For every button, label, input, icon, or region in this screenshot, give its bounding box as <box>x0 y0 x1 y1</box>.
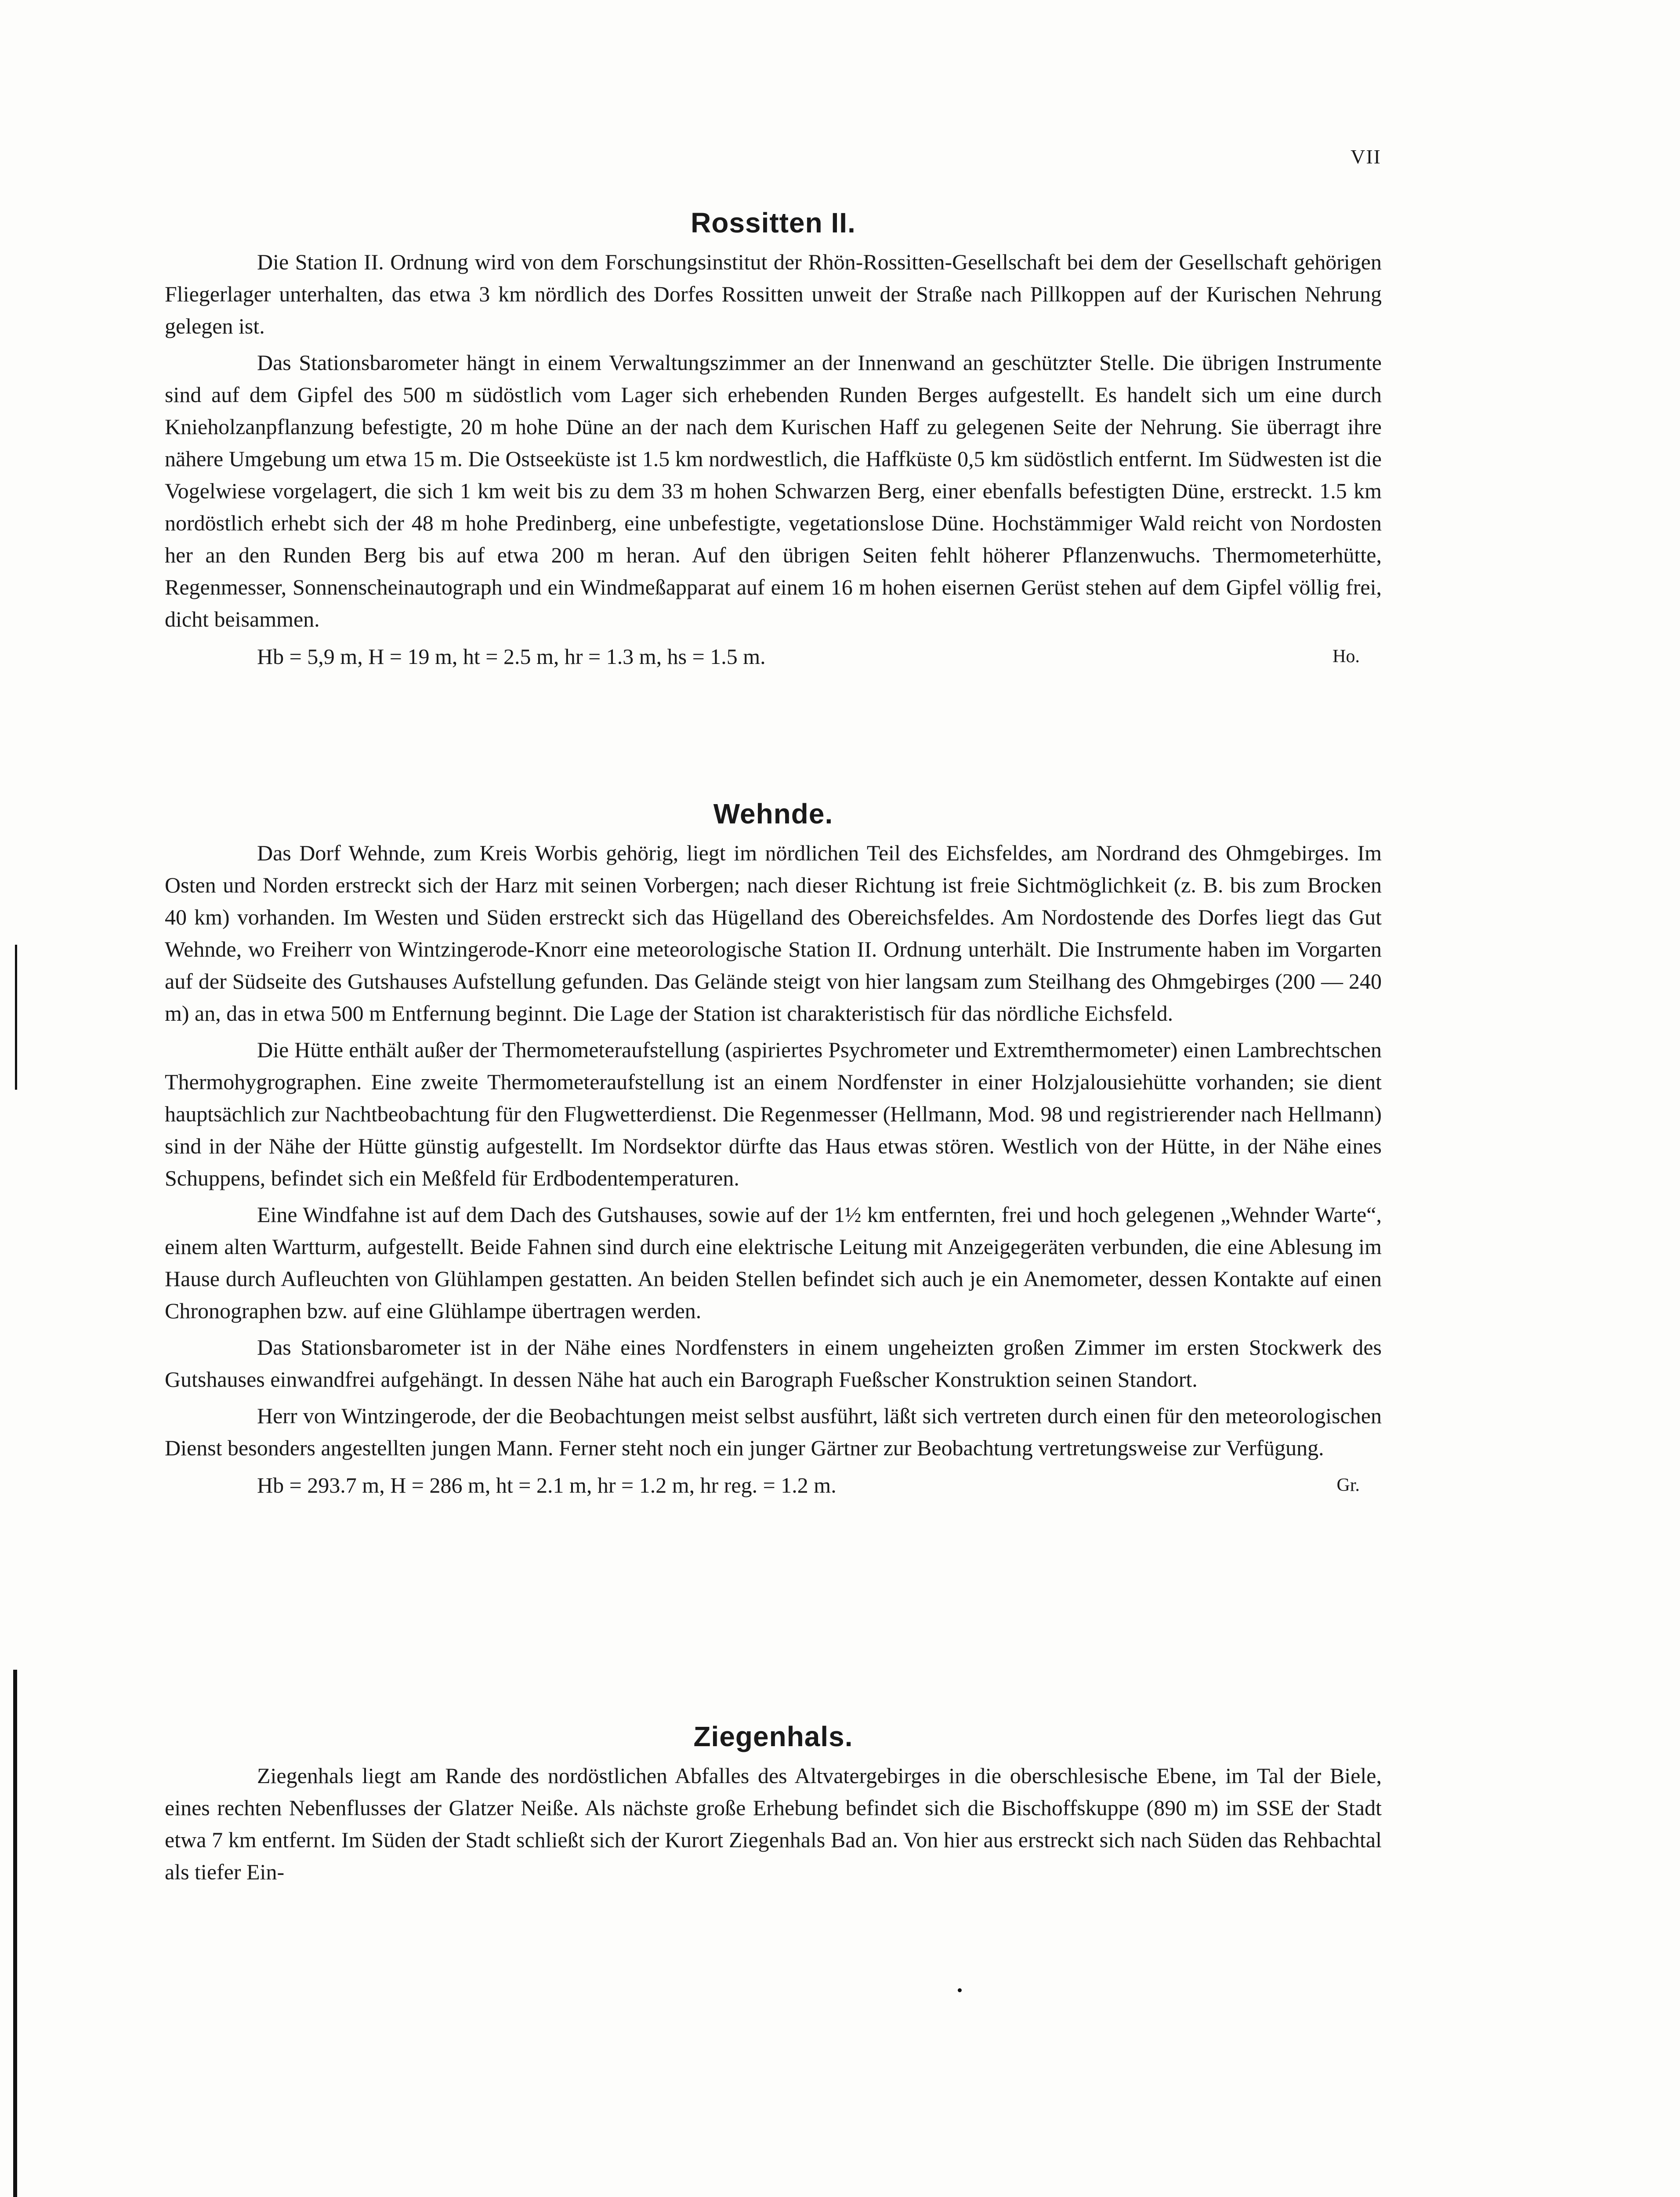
paragraph: Das Stationsbarometer hängt in einem Verwaltungszimmer an der Innenwand an geschützter Stelle. Die übrigen Instrumente sind auf dem Gipfel des 500 m südöstlich vom Lager sich erhebenden Runden Berges aufgestellt. Es handelt sich um eine durch Knieholzanpflanzung befestigte, 20 m hohe Düne an der nach dem Kurischen Haff zu gelegenen Seite der Nehrung. Sie überragt ihre nähere Umgebung um etwa 15 m. Die Ostseeküste ist 1.5 km nordwestlich, die Haffküste 0,5 km südöstlich entfernt. Im Südwesten ist die Vogelwiese vorgelagert, die sich 1 km weit bis zu dem 33 m hohen Schwarzen Berg, einer ebenfalls befestigten Düne, erstreckt. 1.5 km nordöstlich erhebt sich der 48 m hohe Predinberg, eine unbefestigte, vegetationslose Düne. Hochstämmiger Wald reicht von Nordosten her an den Runden Berg bis auf etwa 200 m heran. Auf den übrigen Seiten fehlt höherer Pflanzenwuchs. Thermometerhütte, Regenmesser, Sonnenscheinautograph und ein Windmeßapparat auf einem 16 m hohen eisernen Gerüst stehen auf dem Gipfel völlig frei, dicht beisammen. <box>165 350 1382 631</box>
section-title: Ziegenhals. <box>693 1721 853 1752</box>
formula-text: Hb = 293.7 m, H = 286 m, ht = 2.1 m, hr = 1.2 m, hr reg. = 1.2 m. <box>257 1473 836 1497</box>
paragraph: Das Stationsbarometer ist in der Nähe eines Nordfensters in einem ungeheizten großen Zimmer im ersten Stockwerk des Gutshauses einwandfrei aufgehängt. In dessen Nähe hat auch ein Barograph Fueßscher Konstruktion seinen Standort. <box>165 1335 1382 1392</box>
author-initials: Gr. <box>1336 1475 1360 1495</box>
author-initials: Ho. <box>1332 646 1360 667</box>
formula-text: Hb = 5,9 m, H = 19 m, ht = 2.5 m, hr = 1.3 m, hs = 1.5 m. <box>257 644 766 669</box>
station-heights-formula <box>165 641 1382 673</box>
paragraph: Herr von Wintzingerode, der die Beobachtungen meist selbst ausführt, läßt sich vertreten durch einen für den meteorologischen Dienst besonders angestellten jungen Mann. Ferner steht noch ein junger Gärtner zur Beobachtung vertretungsweise zur Verfügung. <box>165 1403 1382 1460</box>
section-title: Wehnde. <box>713 798 833 830</box>
paragraph: Die Station II. Ordnung wird von dem Forschungsinstitut der Rhön-Rossitten-Gesellschaft bei dem der Gesellschaft gehörigen Fliegerlager unterhalten, das etwa 3 km nördlich des Dorfes Rossitten unweit der Straße nach Pillkoppen auf der Kurischen Nehrung gelegen ist. <box>165 250 1382 338</box>
scan-edge-mark <box>15 945 17 1090</box>
section-title: Rossitten II. <box>691 207 856 239</box>
scan-edge-mark <box>13 1670 17 2197</box>
page-number: VII <box>1351 145 1381 168</box>
paragraph: Ziegenhals liegt am Rande des nordöstlichen Abfalles des Altvatergebirges in die oberschlesische Ebene, im Tal der Biele, eines rechten Nebenflusses der Glatzer Neiße. Als nächste große Erhebung befindet sich die Bischoffskuppe (890 m) im SSE der Stadt etwa 7 km entfernt. Im Süden der Stadt schließt sich der Kurort Ziegenhals Bad an. Von hier aus erstreckt sich nach Süden das Rehbachtal als tiefer Ein- <box>165 1763 1382 1884</box>
section-rossitten <box>165 207 1382 673</box>
paragraph: Die Hütte enthält außer der Thermometeraufstellung (aspiriertes Psychrometer und Extremthermometer) einen Lambrechtschen Thermohygrographen. Eine zweite Thermometeraufstellung ist an einem Nordfenster in einer Holzjalousiehütte vorhanden; sie dient hauptsächlich zur Nachtbeobachtung für den Flugwetterdienst. Die Regenmesser (Hellmann, Mod. 98 und registrierender nach Hellmann) sind in der Nähe der Hütte günstig aufgestellt. Im Nordsektor dürfte das Haus etwas stören. Westlich von der Hütte, in der Nähe eines Schuppens, befindet sich ein Meßfeld für Erdbodentemperaturen. <box>165 1037 1382 1190</box>
paragraph: Das Dorf Wehnde, zum Kreis Worbis gehörig, liegt im nördlichen Teil des Eichsfeldes, am Nordrand des Ohmgebirges. Im Osten und Norden erstreckt sich der Harz mit seinen Vorbergen; nach dieser Richtung ist freie Sichtmöglichkeit (z. B. bis zum Brocken 40 km) vorhanden. Im Westen und Süden erstreckt sich das Hügelland des Obereichsfeldes. Am Nordostende des Dorfes liegt das Gut Wehnde, wo Freiherr von Wintzingerode-Knorr eine meteorologische Station II. Ordnung unterhält. Die Instrumente haben im Vorgarten auf der Südseite des Gutshauses Aufstellung gefunden. Das Gelände steigt von hier langsam zum Steilhang des Ohmgebirges (200 — 240 m) an, das in etwa 500 m Entfernung beginnt. Die Lage der Station ist charakteristisch für das nördliche Eichsfeld. <box>165 841 1382 1026</box>
paragraph: Eine Windfahne ist auf dem Dach des Gutshauses, sowie auf der 1½ km entfernten, frei und hoch gelegenen „Wehnder Warte“, einem alten Wartturm, aufgestellt. Beide Fahnen sind durch eine elektrische Leitung mit Anzeigegeräten verbunden, die eine Ablesung im Hause durch Aufleuchten von Glühlampen gestatten. An beiden Stellen befindet sich auch je ein Anemometer, dessen Kontakte auf einen Chronographen bzw. auf eine Glühlampe übertragen werden. <box>165 1202 1382 1323</box>
section-ziegenhals <box>165 1720 1382 1888</box>
section-wehnde <box>165 798 1382 1501</box>
scan-dot <box>958 1988 962 1992</box>
station-heights-formula <box>165 1469 1382 1501</box>
